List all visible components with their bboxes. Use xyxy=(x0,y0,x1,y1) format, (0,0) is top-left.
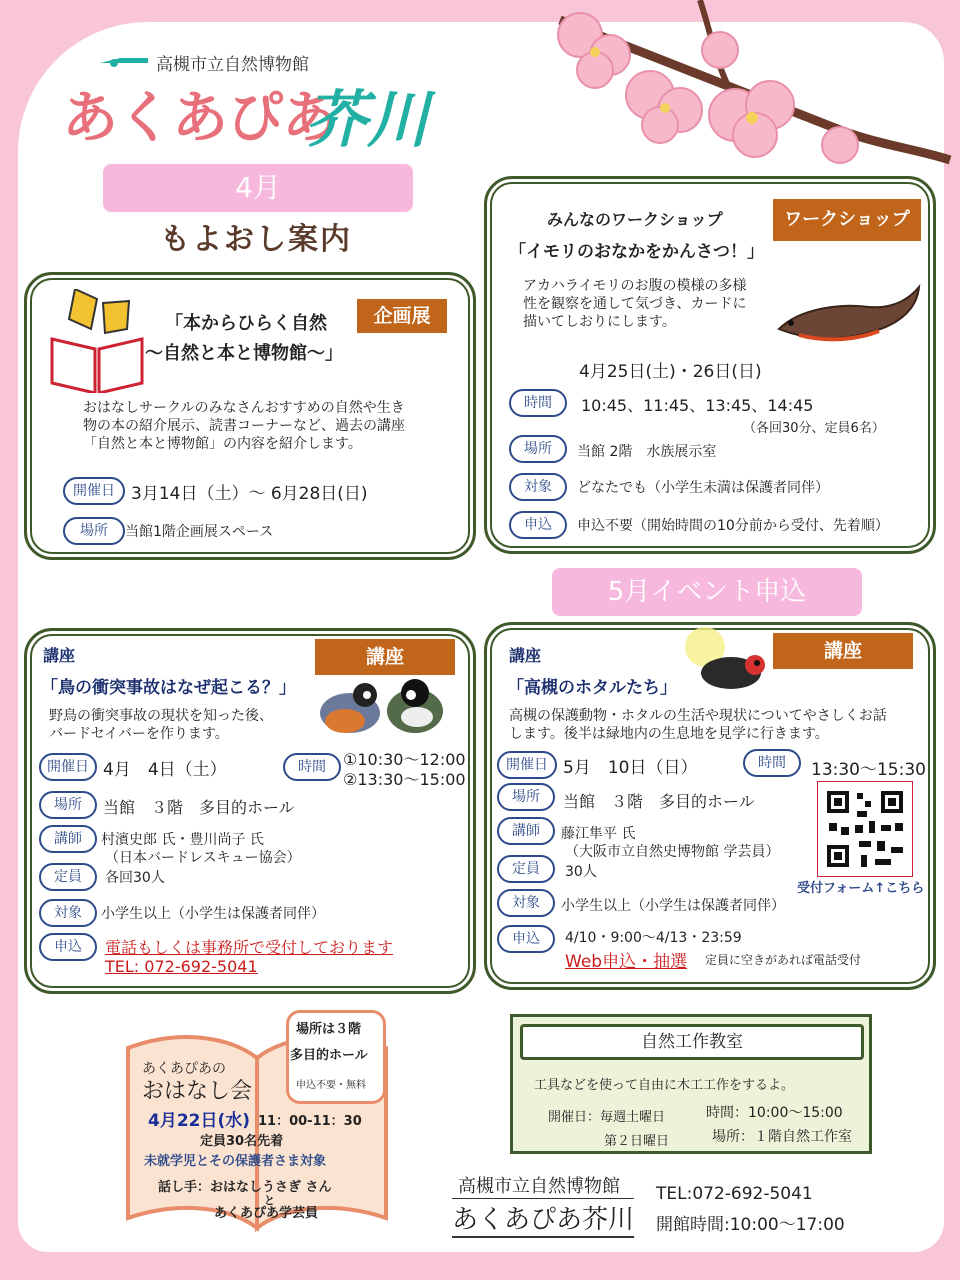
newt-icon xyxy=(769,279,927,359)
lecture-firefly-desc-2: します。後半は緑地内の生息地を見学に行きます。 xyxy=(509,726,829,742)
story-speaker-and: と xyxy=(264,1194,275,1207)
lecture-birds-place-label: 場所 xyxy=(39,791,97,819)
workshop-time-label: 時間 xyxy=(509,389,567,417)
exhibit-desc-3: 「自然と本と博物館」の内容を紹介します。 xyxy=(83,436,362,452)
lecture-firefly-time-label: 時間 xyxy=(743,749,801,777)
lecture-firefly-place-label: 場所 xyxy=(497,783,555,811)
lecture-birds-box xyxy=(24,628,476,994)
lecture-firefly-place: 当館 ３階 多目的ホール xyxy=(563,792,755,811)
story-note-free: 申込不要・無料 xyxy=(296,1080,366,1091)
month-banner: 4月 xyxy=(103,164,413,212)
lecture-firefly-kind: 講座 xyxy=(509,646,542,665)
story-title: おはなし会 xyxy=(142,1079,253,1104)
exhibit-desc-2: 物の本の紹介展示、読書コーナーなど、過去の講座 xyxy=(83,418,405,434)
museum-name-header xyxy=(100,50,309,75)
lecture-birds-target: 小学生以上（小学生は保護者同伴） xyxy=(101,906,325,922)
workshop-apply: 申込不要（開始時間の10分前から受付、先着順） xyxy=(577,518,889,534)
workshop-desc-1: アカハライモリのお腹の模様の多様 xyxy=(523,278,747,294)
footer-brand: あくあぴあ芥川 xyxy=(452,1198,634,1238)
lecture-birds-lecturer-1: 村濱史郎 氏・豊川尚子 氏 xyxy=(101,832,264,848)
lecture-firefly-box xyxy=(484,622,936,990)
lecture-birds-lecturer-2: （日本バードレスキュー協会） xyxy=(105,850,301,866)
cherry-blossom-branch-icon xyxy=(540,0,960,175)
lecture-birds-capacity-label: 定員 xyxy=(39,863,97,891)
craft-day-1: 開催日：毎週土曜日 xyxy=(548,1110,666,1125)
lecture-birds-place: 当館 ３階 多目的ホール xyxy=(103,798,295,817)
brand-name-hiragana: あくあぴあ xyxy=(62,85,337,151)
workshop-place-label: 場所 xyxy=(509,435,567,463)
lecture-firefly-apply-label: 申込 xyxy=(497,925,555,953)
workshop-box xyxy=(484,176,936,554)
exhibit-tag: 企画展 xyxy=(357,299,447,333)
lecture-birds-lecturer-label: 講師 xyxy=(39,825,97,853)
exhibit-place: 当館1階企画展スペース xyxy=(125,524,274,540)
lecture-birds-target-label: 対象 xyxy=(39,899,97,927)
brand-name-kanji: 芥川 xyxy=(305,83,430,156)
lecture-birds-date-label: 開催日 xyxy=(39,753,97,781)
exhibit-place-label: 場所 xyxy=(63,517,125,545)
story-speaker-1: 話し手：おはなしうさぎ さん xyxy=(158,1180,332,1195)
workshop-place: 当館 2階 水族展示室 xyxy=(577,444,717,460)
exhibit-title-2: ～自然と本と博物館～」 xyxy=(145,343,343,364)
lecture-birds-apply-2: TEL: 072-692-5041 xyxy=(105,957,258,976)
lecture-birds-capacity: 各回30人 xyxy=(105,870,165,886)
footer-museum: 高槻市立自然博物館 xyxy=(458,1176,620,1197)
birds-icon xyxy=(305,673,455,743)
story-time: 11：00-11：30 xyxy=(258,1114,362,1129)
footer-tel: TEL:072-692-5041 xyxy=(656,1184,813,1204)
footer-hours: 開館時間:10:00～17:00 xyxy=(656,1215,845,1235)
workshop-time: 10:45、11:45、13:45、14:45 xyxy=(581,396,814,415)
lecture-firefly-apply-1: 4/10・9:00～4/13・23:59 xyxy=(565,930,742,946)
lecture-firefly-apply-web[interactable]: Web申込・抽選 xyxy=(565,952,688,972)
book-butterfly-icon xyxy=(47,289,147,393)
craft-place: 場所：１階自然工作室 xyxy=(712,1129,852,1145)
lecture-firefly-lecturer-2: （大阪市立自然史博物館 学芸員） xyxy=(565,844,780,860)
lecture-firefly-lecturer-label: 講師 xyxy=(497,817,555,845)
qr-code-icon[interactable] xyxy=(817,781,913,877)
exhibit-date: 3月14日（土）～ 6月28日(日) xyxy=(131,484,368,504)
craft-day-2: 第２日曜日 xyxy=(604,1134,670,1149)
qr-caption: 受付フォーム↑こちら xyxy=(797,881,925,896)
lecture-birds-date: 4月 4日（土） xyxy=(103,760,227,780)
lecture-firefly-tag: 講座 xyxy=(773,633,913,669)
lecture-birds-desc-1: 野鳥の衝突事故の現状を知った後、 xyxy=(49,708,273,724)
lecture-firefly-date-label: 開催日 xyxy=(497,751,557,779)
workshop-apply-label: 申込 xyxy=(509,511,567,539)
exhibit-box xyxy=(24,272,476,560)
workshop-subtitle: みんなのワークショップ xyxy=(547,210,723,229)
lecture-firefly-time: 13:30～15:30 xyxy=(811,760,926,780)
lecture-firefly-apply-note: 定員に空きがあれば電話受付 xyxy=(705,953,862,967)
lecture-birds-apply-1: 電話もしくは事務所で受付しております xyxy=(105,938,394,957)
lecture-firefly-target: 小学生以上（小学生は保護者同伴） xyxy=(561,898,785,914)
exhibit-desc-1: おはなしサークルのみなさんおすすめの自然や生き xyxy=(83,400,405,416)
craft-title-scroll: 自然工作教室 xyxy=(520,1024,864,1060)
lecture-firefly-capacity-label: 定員 xyxy=(497,855,555,883)
lecture-birds-title: 「鳥の衝突事故はなぜ起こる？」 xyxy=(41,678,296,698)
lecture-birds-time-1: ①10:30～12:00 xyxy=(343,750,466,769)
lecture-firefly-desc-1: 高槻の保護動物・ホタルの生活や現状についてやさしくお話 xyxy=(509,708,887,724)
workshop-title: 「イモリのおなかをかんさつ！」 xyxy=(509,242,764,262)
lecture-birds-time-label: 時間 xyxy=(283,753,341,781)
workshop-desc-3: 描いてしおりにします。 xyxy=(523,314,676,330)
lecture-birds-kind: 講座 xyxy=(43,646,76,665)
story-speaker-2: あくあぴあ学芸員 xyxy=(214,1206,319,1221)
lecture-firefly-target-label: 対象 xyxy=(497,889,555,917)
lecture-firefly-lecturer-1: 藤江隼平 氏 xyxy=(561,826,636,842)
firefly-icon xyxy=(681,625,771,701)
story-capacity: 定員30名先着 xyxy=(200,1134,284,1149)
story-date: 4月22日(水) xyxy=(148,1111,251,1131)
craft-time: 時間：10:00～15:00 xyxy=(706,1105,843,1121)
lecture-birds-desc-2: バードセイバーを作ります。 xyxy=(49,726,229,742)
guide-title: もよおし案内 xyxy=(160,222,352,257)
story-note-place-1: 場所は３階 xyxy=(296,1022,362,1037)
museum-name: 高槻市立自然博物館 xyxy=(156,55,309,75)
lecture-birds-tag: 講座 xyxy=(315,639,455,675)
museum-logo-icon xyxy=(100,54,148,72)
lecture-birds-apply-label: 申込 xyxy=(39,933,97,961)
lecture-birds-time-2: ②13:30～15:00 xyxy=(343,770,466,789)
workshop-desc-2: 性を観察を通して気づき、カードに xyxy=(523,296,747,312)
exhibit-title-1: 「本からひらく自然 xyxy=(165,313,327,334)
story-note-place-2: 多目的ホール xyxy=(290,1048,368,1063)
lecture-firefly-title: 「高槻のホタルたち」 xyxy=(507,678,677,698)
lecture-firefly-capacity: 30人 xyxy=(565,864,597,880)
craft-desc: 工具などを使って自由に木工工作をするよ。 xyxy=(534,1078,795,1093)
exhibit-date-label: 開催日 xyxy=(63,477,125,505)
workshop-target: どなたでも（小学生未満は保護者同伴） xyxy=(577,480,829,496)
workshop-date: 4月25日(土)・26日(日) xyxy=(579,362,762,382)
story-subtitle: あくあぴあの xyxy=(142,1061,226,1077)
story-target: 未就学児とその保護者さま対象 xyxy=(144,1154,327,1169)
lecture-firefly-date: 5月 10日（日） xyxy=(563,758,698,778)
workshop-tag: ワークショップ xyxy=(773,199,921,241)
may-event-banner: 5月イベント申込 xyxy=(552,568,862,616)
workshop-time-note: （各回30分、定員6名） xyxy=(743,421,885,436)
workshop-target-label: 対象 xyxy=(509,473,567,501)
